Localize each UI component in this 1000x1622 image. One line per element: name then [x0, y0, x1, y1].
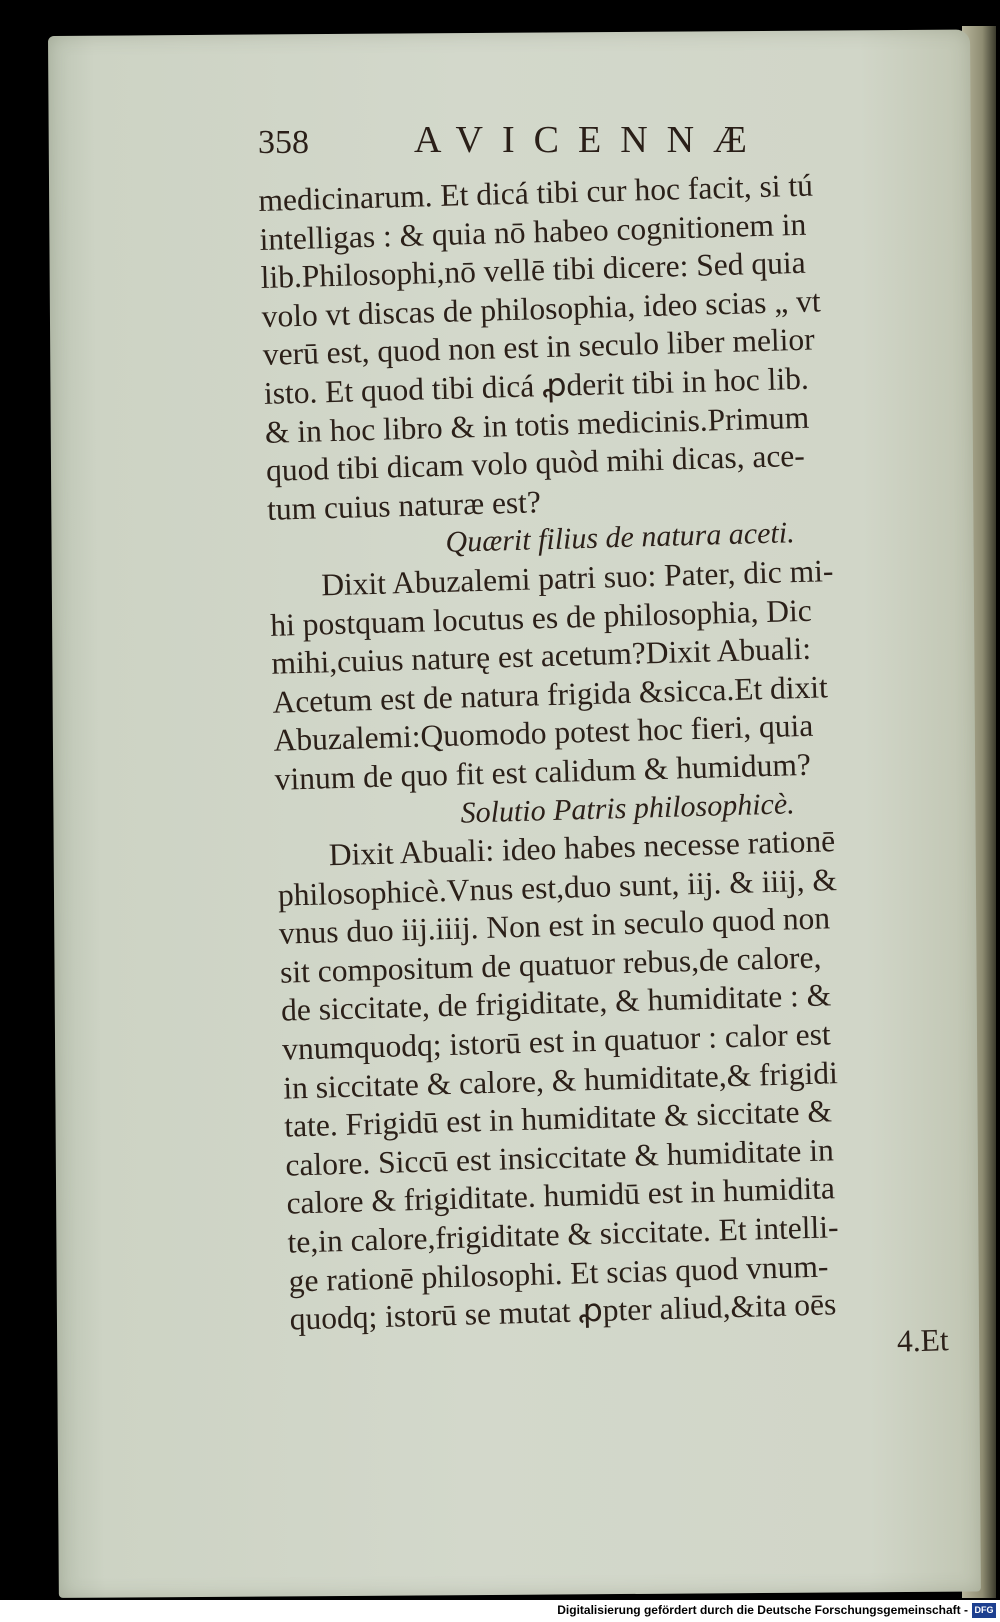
- text-line: tum cuius naturæ est?: [266, 483, 542, 527]
- text-line: Abuzalemi:Quomodo potest hoc fieri, quia: [273, 708, 814, 759]
- section-heading-2: Solutio Patris philosophicè.: [460, 786, 796, 830]
- footer-bar: [0, 1600, 1000, 1622]
- text-line: philosophicè.Vnus est,duo sunt, iij. & iiij, &: [277, 861, 838, 913]
- text-line: calore & frigiditate. humidū est in humidita: [286, 1170, 836, 1222]
- text-line: intelligas : & quia nō habeo cognitionem in: [259, 206, 807, 257]
- text-line: Dixit Abuzalemi patri suo: Pater, dic mi-: [320, 553, 834, 603]
- paragraph-1: [258, 163, 939, 529]
- text-line: Dixit Abuali: ideo habes necesse rationē: [328, 823, 836, 873]
- section-heading-1: Quærit filius de natura aceti.: [445, 516, 796, 560]
- text-line: te,in calore,frigiditate & siccitate. Et intelli-: [287, 1209, 839, 1260]
- body-text: [258, 163, 963, 1378]
- running-title: AVICENNÆ: [414, 119, 766, 161]
- text-line: vnumquodq; istorū est in quatuor : calor est: [281, 1016, 832, 1067]
- text-line: isto. Et quod tibi dicá ꝓderit tibi in hoc lib.: [263, 360, 810, 411]
- text-line: lib.Philosophi,nō vellē tibi dicere: Sed quia: [260, 244, 807, 296]
- funding-credit: Digitalisierung gefördert durch die Deutsche Forschungsgemeinschaft -: [557, 1603, 968, 1617]
- text-line: mihi,cuius naturę est acetum?Dixit Abuali:: [270, 630, 812, 681]
- text-line: ge rationē philosophi. Et scias quod vnum-: [288, 1248, 829, 1299]
- text-line: tate. Frigidū est in humiditate & siccitate &: [283, 1093, 833, 1144]
- page-number: 358: [258, 124, 309, 161]
- text-line: & in hoc libro & in totis medicinis.Primum: [264, 399, 810, 450]
- dfg-logo-icon: DFG: [972, 1603, 996, 1618]
- text-line: quod tibi dicam volo quòd mihi dicas, ace-: [265, 438, 806, 489]
- text-line: quodq; istorū se mutat ꝓpter aliud,&ita oēs: [289, 1286, 837, 1337]
- text-line: verū est, quod non est in seculo liber melior: [262, 321, 816, 373]
- running-head: [258, 118, 898, 174]
- text-line: sit compositum de quatuor rebus,de calore,: [279, 939, 822, 990]
- text-line: hi postquam locutus es de philosophia, Dic: [269, 592, 813, 643]
- text-line: calore. Siccū est insiccitate & humiditate in: [284, 1132, 835, 1183]
- text-line: Acetum est de natura frigida &sicca.Et dixit: [272, 669, 829, 720]
- text-line: in siccitate & calore, & humiditate,& frigidi: [282, 1054, 839, 1106]
- text-line: de siccitate, de frigiditate, & humiditate : &: [280, 977, 832, 1029]
- text-line: vnus duo iij.iiij. Non est in seculo quod non: [278, 900, 831, 951]
- catchword: 4.Et: [896, 1321, 950, 1359]
- text-line: volo vt discas de philosophia, ideo scias „ vt: [261, 283, 822, 334]
- text-line: medicinarum. Et dicá tibi cur hoc facit, si tú: [258, 167, 814, 218]
- paragraph-2: [269, 549, 947, 799]
- paragraph-3: [276, 819, 962, 1339]
- text-line: vinum de quo fit est calidum & humidum?: [274, 746, 812, 797]
